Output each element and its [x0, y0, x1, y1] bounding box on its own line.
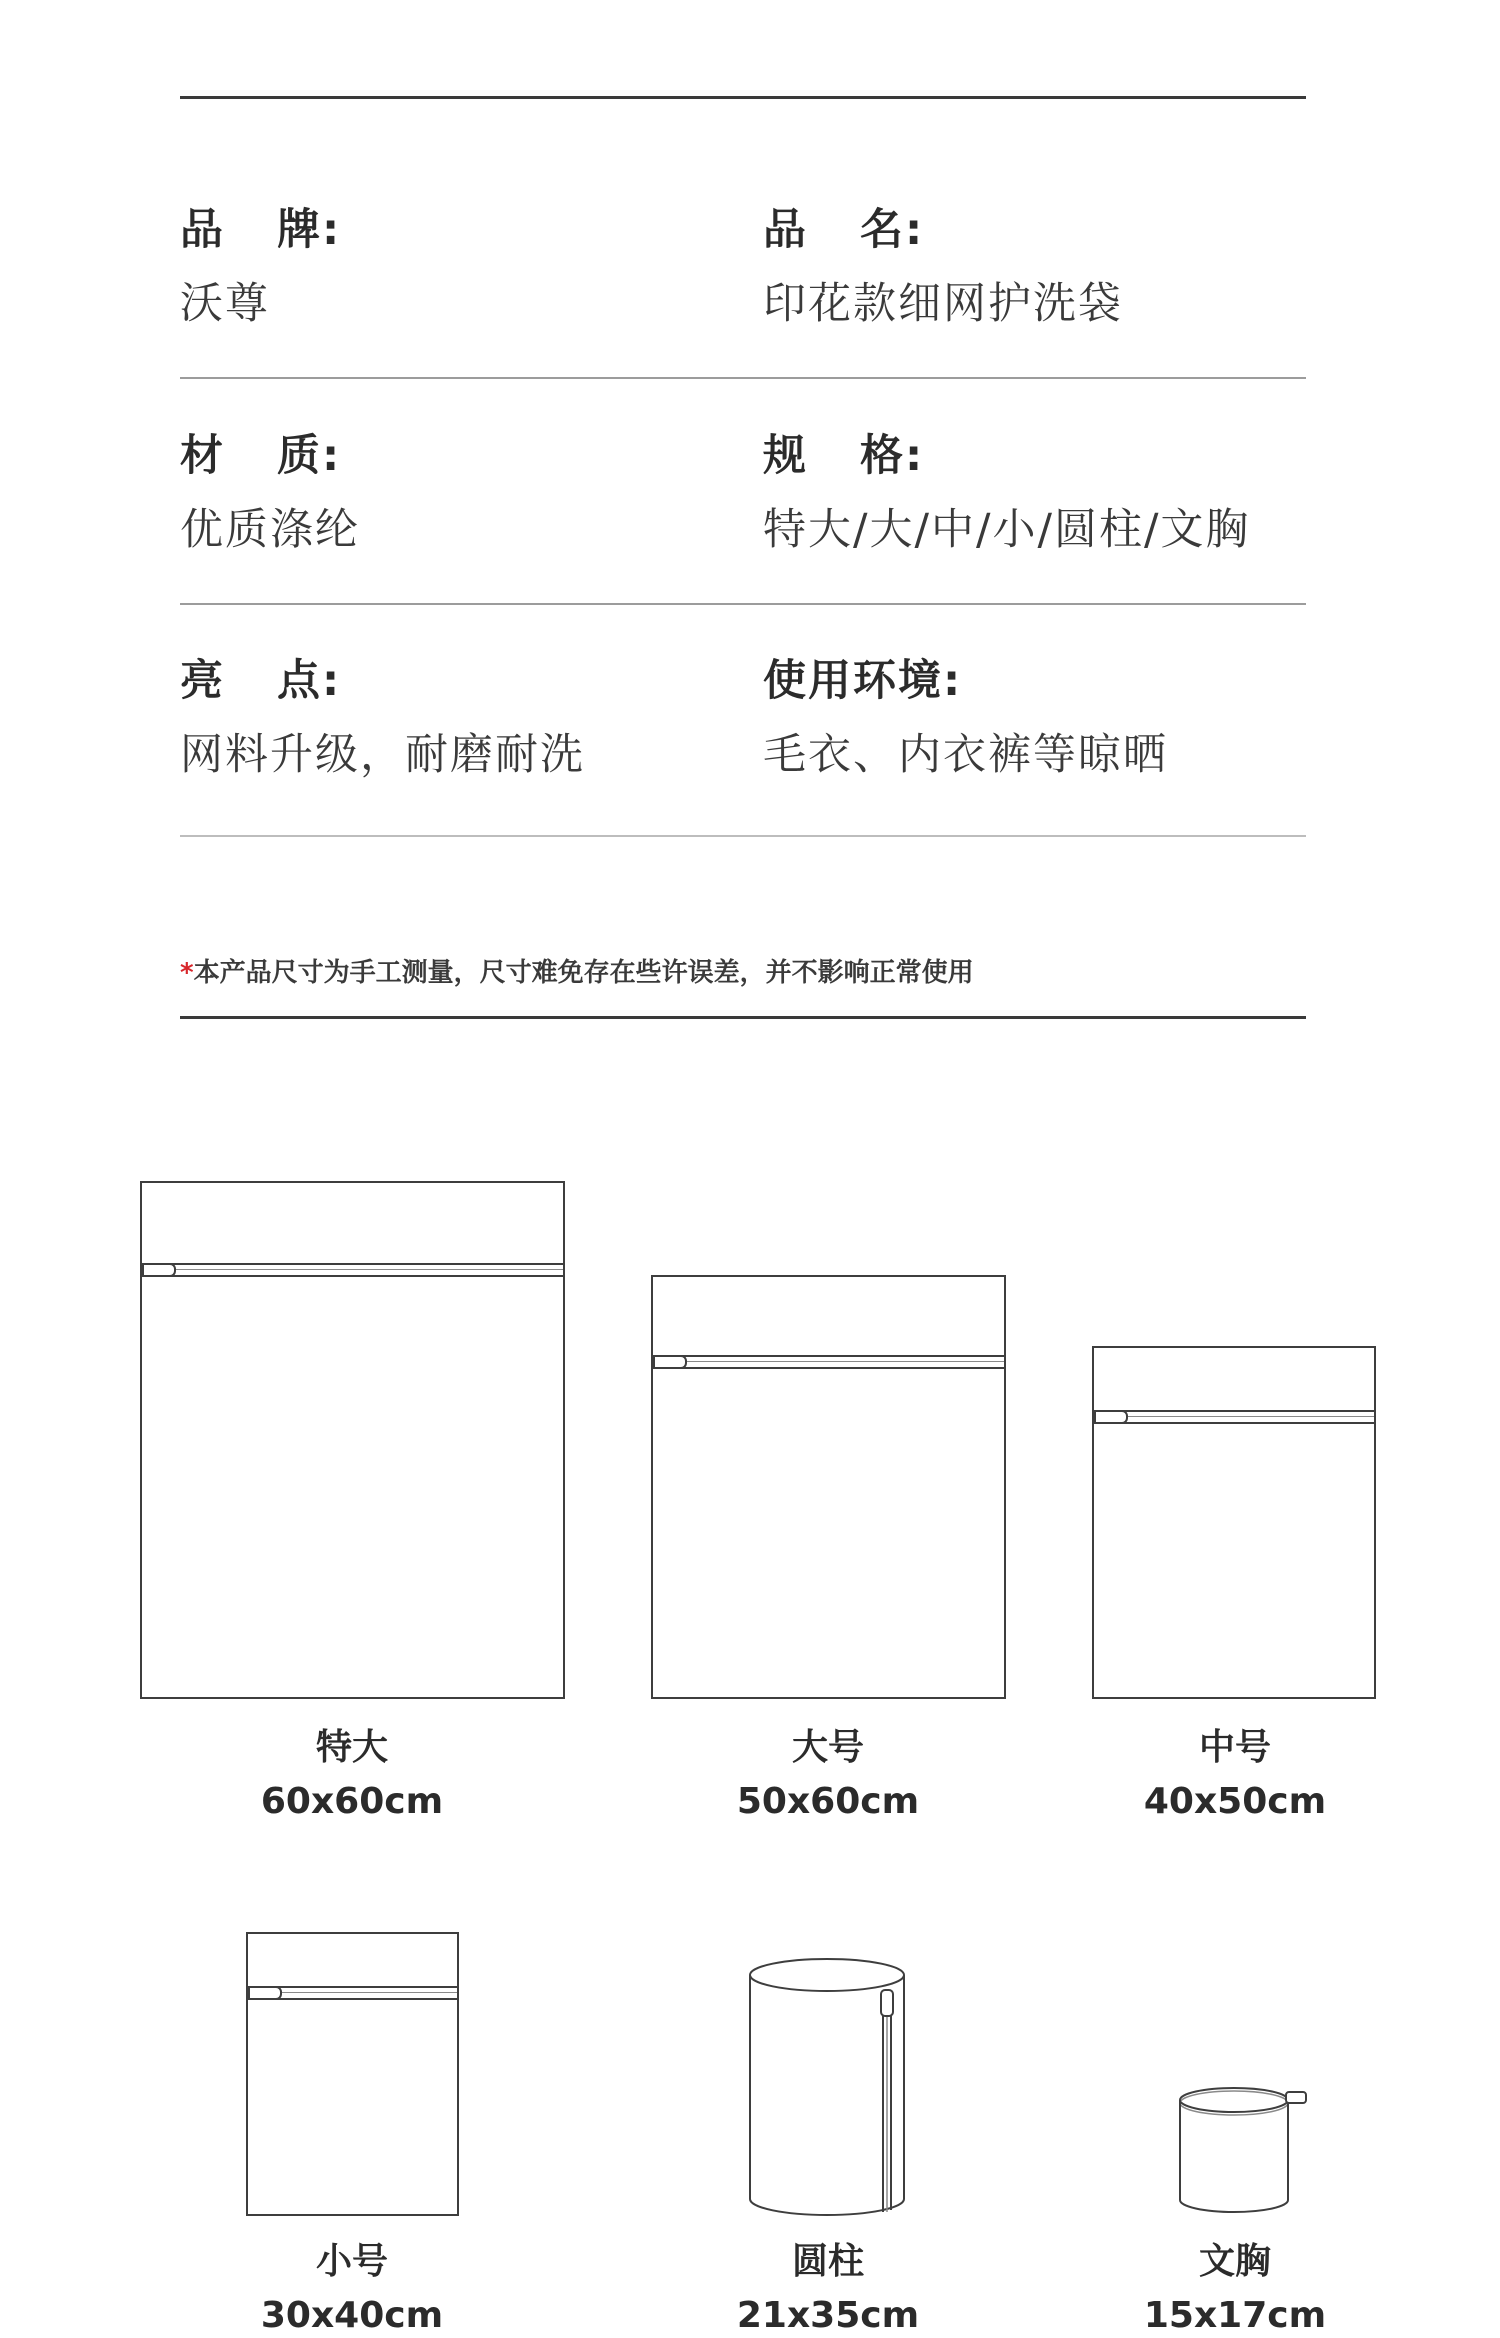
spec-size-options-label: 规 格:	[763, 431, 925, 481]
size-caption	[1055, 1726, 1415, 1824]
size-dimensions: 40x50cm	[1143, 1781, 1327, 1822]
flat-bag-icon	[651, 1275, 1006, 1699]
spec-usage	[763, 655, 1168, 781]
flat-bag-icon	[140, 1181, 565, 1699]
zipper	[1094, 1410, 1374, 1424]
spec-highlight-value: 网料升级，耐磨耐洗	[180, 730, 585, 780]
size-dimensions: 21x35cm	[736, 2295, 920, 2336]
size-name: 特大	[315, 1727, 388, 1768]
note-asterisk: *	[180, 958, 194, 988]
spec-usage-value: 毛衣、内衣裤等晾晒	[763, 730, 1168, 780]
spec-size-options-value: 特大/大/中/小/圆柱/文胸	[763, 505, 1251, 555]
spec-material	[180, 430, 360, 556]
cylinder-bottom	[750, 2199, 904, 2215]
size-caption	[172, 1726, 532, 1824]
cylinder-bag-icon	[745, 1956, 910, 2220]
size-dimensions: 60x60cm	[260, 1781, 444, 1822]
size-dimensions: 30x40cm	[260, 2295, 444, 2336]
size-name: 大号	[791, 1727, 864, 1768]
spec-product-name-label: 品 名:	[763, 205, 925, 255]
zipper-pull	[881, 1990, 893, 2016]
size-dimensions: 50x60cm	[736, 1781, 920, 1822]
spec-highlight-label: 亮 点:	[180, 656, 342, 706]
zipper	[142, 1263, 563, 1277]
spec-size-options	[763, 430, 1250, 556]
spec-material-label: 材 质:	[180, 431, 342, 481]
flat-bag-icon	[246, 1932, 459, 2216]
top-divider	[180, 96, 1306, 99]
zipper-pull	[653, 1355, 687, 1369]
bra-bag-bottom	[1180, 2200, 1288, 2212]
size-name: 中号	[1198, 1727, 1271, 1768]
cylinder-top	[750, 1959, 904, 1991]
measurement-note	[180, 952, 974, 989]
spec-usage-label: 使用环境:	[763, 656, 963, 706]
zipper	[653, 1355, 1004, 1369]
bra-bag-icon	[1176, 2083, 1316, 2219]
spec-divider	[180, 377, 1306, 379]
size-caption	[172, 2240, 532, 2338]
note-text: 本产品尺寸为手工测量，尺寸难免存在些许误差，并不影响正常使用	[193, 958, 974, 988]
spec-product-name	[763, 204, 1123, 330]
size-name: 小号	[315, 2241, 388, 2282]
flat-bag-icon	[1092, 1346, 1376, 1699]
spec-highlight	[180, 655, 585, 781]
size-name: 文胸	[1198, 2241, 1271, 2282]
spec-brand-label: 品 牌:	[180, 205, 342, 255]
spec-material-value: 优质涤纶	[180, 505, 360, 555]
spec-brand	[180, 204, 341, 330]
size-caption	[648, 2240, 1008, 2338]
size-caption	[648, 1726, 1008, 1824]
zipper-pull	[1094, 1410, 1128, 1424]
size-name: 圆柱	[791, 2241, 864, 2282]
zipper-pull	[1286, 2092, 1306, 2103]
spec-brand-value: 沃尊	[180, 279, 270, 329]
spec-product-name-value: 印花款细网护洗袋	[763, 279, 1123, 329]
size-caption	[1055, 2240, 1415, 2338]
zipper-pull	[248, 1986, 282, 2000]
spec-divider	[180, 835, 1306, 837]
size-dimensions: 15x17cm	[1143, 2295, 1327, 2336]
spec-divider	[180, 603, 1306, 605]
note-divider	[180, 1016, 1306, 1019]
zipper-pull	[142, 1263, 176, 1277]
